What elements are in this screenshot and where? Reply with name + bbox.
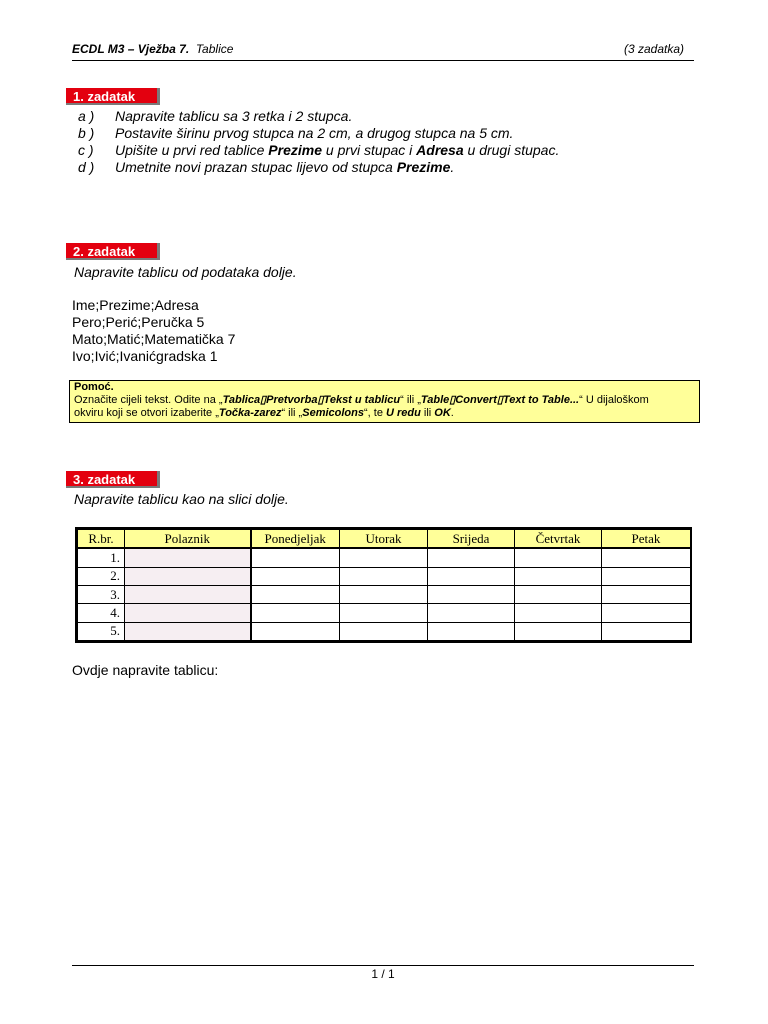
page-header bbox=[72, 42, 694, 58]
table-header-cell: Petak bbox=[602, 530, 691, 549]
table-row bbox=[78, 622, 691, 640]
data-line: Ime;Prezime;Adresa bbox=[72, 297, 199, 313]
table-cell bbox=[602, 622, 691, 640]
table-cell bbox=[602, 548, 691, 567]
table-row bbox=[78, 567, 691, 585]
table-cell bbox=[515, 585, 602, 603]
task3-outro: Ovdje napravite tablicu: bbox=[72, 662, 219, 678]
task2-label: 2. zadatak bbox=[66, 243, 160, 260]
table-cell bbox=[251, 567, 340, 585]
table-row bbox=[78, 585, 691, 603]
task2-intro: Napravite tablicu od podataka dolje. bbox=[74, 264, 297, 280]
table-cell bbox=[428, 567, 515, 585]
table-cell bbox=[125, 622, 251, 640]
header-rule bbox=[72, 60, 694, 61]
table-header-cell: Ponedjeljak bbox=[251, 530, 340, 549]
table-cell bbox=[340, 548, 428, 567]
task3-label: 3. zadatak bbox=[66, 471, 160, 488]
data-line: Ivo;Ivić;Ivanićgradska 1 bbox=[72, 348, 218, 364]
table-header-row bbox=[78, 530, 691, 549]
header-count: (3 zadatka) bbox=[623, 42, 684, 56]
table-header-cell: Četvrtak bbox=[515, 530, 602, 549]
table-cell bbox=[251, 622, 340, 640]
table-cell bbox=[602, 567, 691, 585]
help-line-2: okviru koji se otvori izaberite „Točka-zarez“ ili „Semicolons“, te U redu ili OK. bbox=[74, 407, 454, 419]
row-number: 3. bbox=[78, 585, 125, 603]
data-line: Mato;Matić;Matematička 7 bbox=[72, 331, 236, 347]
page-number: 1 / 1 bbox=[371, 967, 395, 981]
task1-item: Umetnite novi prazan stupac lijevo od stupca Prezime. bbox=[115, 159, 455, 175]
table-cell bbox=[515, 622, 602, 640]
table-cell bbox=[125, 604, 251, 622]
table-cell bbox=[125, 567, 251, 585]
table-header-cell: Srijeda bbox=[428, 530, 515, 549]
table-cell bbox=[340, 567, 428, 585]
task1-item: Postavite širinu prvog stupca na 2 cm, a drugog stupca na 5 cm. bbox=[115, 125, 514, 141]
table-cell bbox=[340, 622, 428, 640]
row-number: 1. bbox=[78, 548, 125, 567]
task1-item: Upišite u prvi red tablice Prezime u prvi stupac i Adresa u drugi stupac. bbox=[115, 142, 560, 158]
table-cell bbox=[125, 585, 251, 603]
table-cell bbox=[125, 548, 251, 567]
table-row bbox=[78, 548, 691, 567]
footer-rule bbox=[72, 965, 694, 966]
task1-letter: c ) bbox=[78, 142, 94, 158]
table-cell bbox=[340, 585, 428, 603]
row-number: 4. bbox=[78, 604, 125, 622]
sample-table bbox=[75, 527, 692, 643]
table-header-cell: Polaznik bbox=[125, 530, 251, 549]
table-cell bbox=[251, 585, 340, 603]
help-box bbox=[69, 380, 700, 423]
task1-letter: b ) bbox=[78, 125, 95, 141]
table-cell bbox=[428, 585, 515, 603]
table-cell bbox=[602, 604, 691, 622]
table-header-cell: Utorak bbox=[340, 530, 428, 549]
data-line: Pero;Perić;Peručka 5 bbox=[72, 314, 205, 330]
task1-letter: a ) bbox=[78, 108, 95, 124]
table-cell bbox=[428, 604, 515, 622]
table-cell bbox=[251, 604, 340, 622]
row-number: 5. bbox=[78, 622, 125, 640]
row-number: 2. bbox=[78, 567, 125, 585]
task1-letter: d ) bbox=[78, 159, 95, 175]
table-cell bbox=[428, 622, 515, 640]
task3-intro: Napravite tablicu kao na slici dolje. bbox=[74, 491, 289, 507]
table-row bbox=[78, 604, 691, 622]
task1-item: Napravite tablicu sa 3 retka i 2 stupca. bbox=[115, 108, 353, 124]
table-cell bbox=[515, 567, 602, 585]
table-cell bbox=[428, 548, 515, 567]
table-cell bbox=[515, 548, 602, 567]
task1-label: 1. zadatak bbox=[66, 88, 160, 105]
help-line-1: Označite cijeli tekst. Odite na „Tablica▯Pretvorba▯Tekst u tablicu“ ili „Table▯Convert▯Text to Table...“ U dijaloškom bbox=[74, 394, 649, 406]
table-header-cell: R.br. bbox=[78, 530, 125, 549]
table-cell bbox=[515, 604, 602, 622]
table-cell bbox=[251, 548, 340, 567]
header-title: ECDL M3 – Vježba 7. Tablice bbox=[72, 42, 234, 56]
help-title: Pomoć. bbox=[74, 381, 114, 393]
table-cell bbox=[340, 604, 428, 622]
table-cell bbox=[602, 585, 691, 603]
